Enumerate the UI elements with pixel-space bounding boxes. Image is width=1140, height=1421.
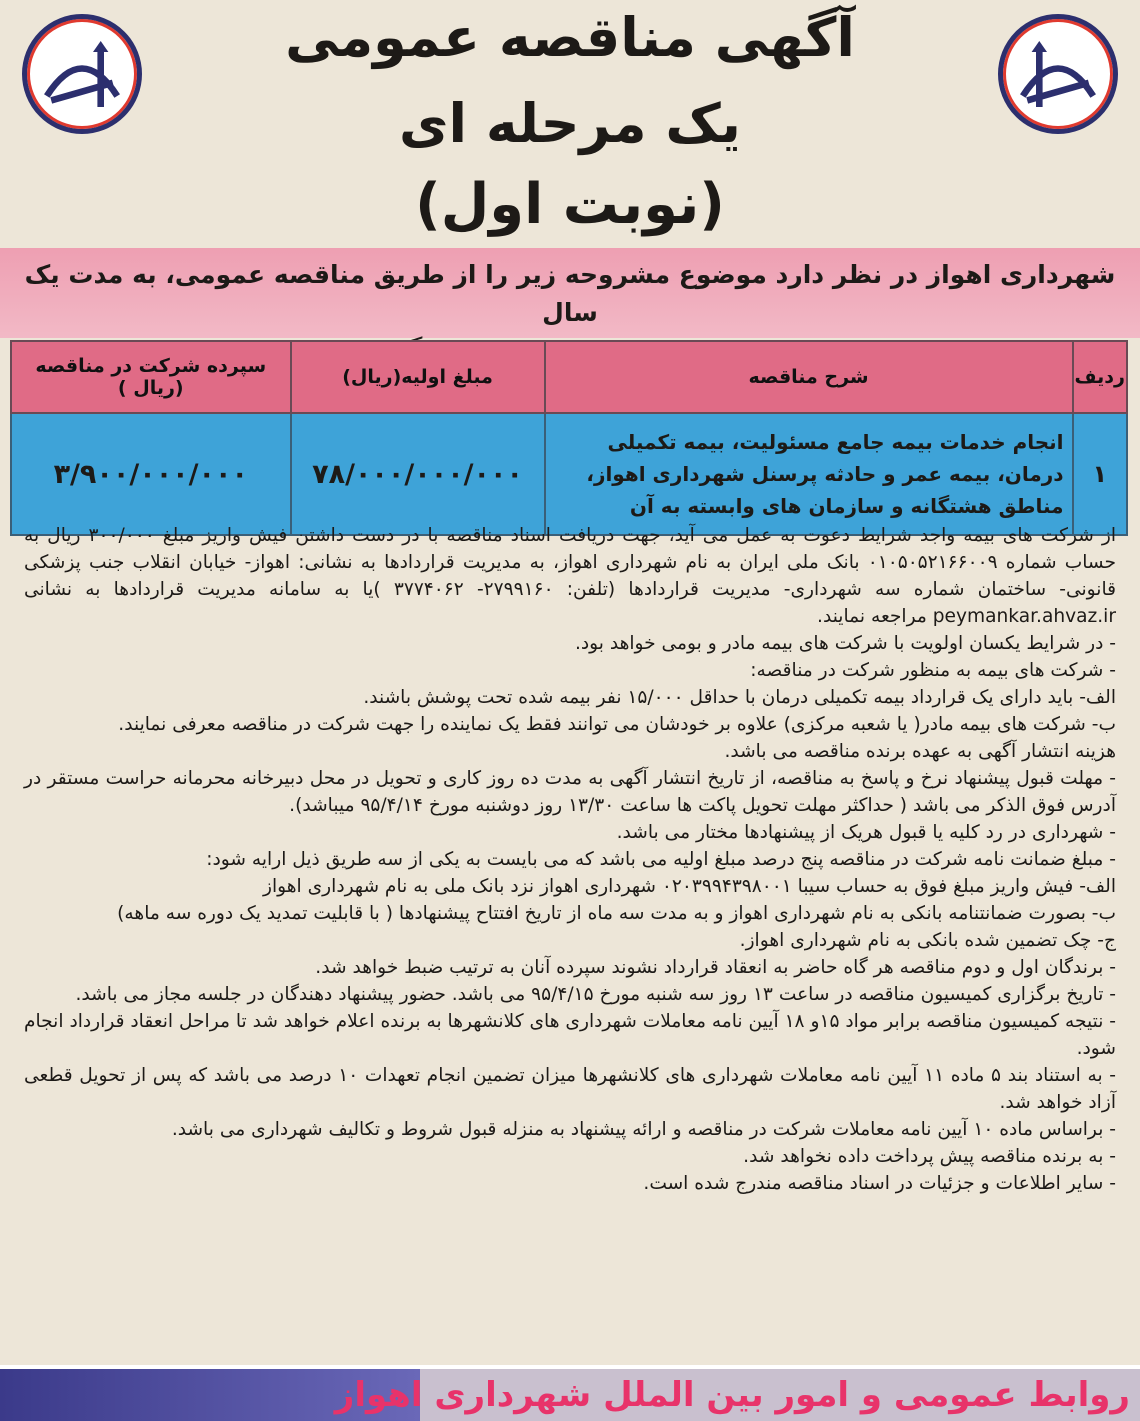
body-paragraph: - برندگان اول و دوم مناقصه هر گاه حاضر به انعقاد قرارداد نشوند سپرده آنان به ترتیب ضبط خواهد شد.: [315, 957, 1116, 978]
body-paragraph: - به استناد بند ۵ ماده ۱۱ آیین نامه معاملات شهرداری های کلانشهرها میزان تضمین انجام تعهدات ۱۰ درصد می باشد که پس از تحویل قطعی آزاد خواهد شد.: [24, 1065, 1116, 1113]
body-paragraph: ج- چک تضمین شده بانکی به نام شهرداری اهواز.: [739, 930, 1116, 951]
municipality-logo-left: [22, 14, 142, 134]
body-paragraph: - مهلت قبول پیشنهاد نرخ و پاسخ به مناقصه، از تاریخ انتشار آگهی به مدت ده روز کاری و تحویل در محل دبیرخانه محرمانه حراست مستقر در آدرس فوق الذکر می باشد ( حداکثر مهلت تحویل پاکت ها ساعت ۱۳/۳۰ روز دوشنبه مورخ ۹۵/۴/۱۴ میباشد).: [24, 768, 1116, 816]
cell-initial-amount: ۷۸/۰۰۰/۰۰۰/۰۰۰: [291, 413, 545, 535]
body-paragraph: هزینه انتشار آگهی به عهده برنده مناقصه می باشد.: [724, 741, 1116, 762]
body-paragraph: - شهرداری در رد کلیه یا قبول هریک از پیشنهادها مختار می باشد.: [616, 822, 1116, 843]
body-paragraph: - نتیجه کمیسیون مناقصه برابر مواد ۱۵و ۱۸ آیین نامه معاملات شهرداری های کلانشهرها به برنده اعلام خواهد شد تا مراحل انعقاد قرارداد انجام شود.: [24, 1011, 1117, 1059]
cell-description: انجام خدمات بیمه جامع مسئولیت، بیمه تکمیلی درمان، بیمه عمر و حادثه پرسنل شهرداری اهواز، مناطق هشتگانه و سازمان های وابسته به آن: [545, 413, 1073, 535]
body-paragraph: - در شرایط یکسان اولویت با شرکت های بیمه مادر و بومی خواهد بود.: [574, 633, 1116, 654]
title-line-3: (نوبت اول): [415, 172, 725, 237]
title-line-1: آگهی مناقصه عمومی: [285, 6, 855, 69]
body-paragraph: ب- شرکت های بیمه مادر( یا شعبه مرکزی) علاوه بر خودشان می توانند فقط یک نماینده را جهت شرکت در مناقصه معرفی نمایند.: [118, 714, 1116, 735]
bridge-logo-icon: [1003, 19, 1113, 129]
tender-table: [10, 340, 1128, 536]
body-paragraph: - مبلغ ضمانت نامه شرکت در مناقصه پنج درصد مبلغ اولیه می باشد که می بایست به یکی از سه طریق ذیل ارایه شود:: [206, 849, 1116, 870]
title-line-2: یک مرحله ای: [399, 92, 741, 155]
body-paragraph: الف- فیش واریز مبلغ فوق به حساب سیبا ۰۲۰۳۹۹۴۳۹۸۰۰۱ شهرداری اهواز نزد بانک ملی به نام شهرداری اهواز: [263, 876, 1116, 897]
table-row: [11, 413, 1127, 535]
body-paragraph: الف- باید دارای یک قرارداد بیمه تکمیلی درمان با حداقل ۱۵/۰۰۰ نفر بیمه شده تحت پوشش باشند.: [363, 687, 1116, 708]
cell-deposit: ۳/۹۰۰/۰۰۰/۰۰۰: [11, 413, 291, 535]
notice-body: [24, 522, 1116, 1197]
body-paragraph: ب- بصورت ضمانتنامه بانکی به نام شهرداری اهواز و به مدت سه ماه از تاریخ افتتاح پیشنهادها ( با قابلیت تمدید یک دوره سه ماهه): [117, 903, 1116, 924]
intro-line-1: شهرداری اهواز در نظر دارد موضوع مشروحه زیر را از طریق مناقصه عمومی، به مدت یک سال: [24, 260, 1116, 327]
body-paragraph: - به برنده مناقصه پیش پرداخت داده نخواهد شد.: [743, 1146, 1116, 1167]
body-paragraph: از شرکت های بیمه واجد شرایط دعوت به عمل می آید، جهت دریافت اسناد مناقصه با در دست داشتن فیش واریز مبلغ ۳۰۰/۰۰۰ ریال به حساب شماره ۰۱۰۵۰۵۲۱۶۶۰۰۹ بانک ملی ایران به نام شهرداری اهواز، به مدیریت قراردادها به نشانی: اهواز- خیابان انقلاب جنب پزشکی قانونی- ساختمان شماره سه شهرداری- مدیریت قراردادها (تلفن: ۲۷۹۹۱۶۰- ۳۷۷۴۰۶۲ )یا به سامانه مدیریت قراردادها به نشانی peymankar.ahvaz.ir مراجعه نمایند.: [24, 525, 1116, 627]
header-deposit: سپرده شرکت در مناقصه (ریال ): [11, 341, 291, 413]
table-header-row: [11, 341, 1127, 413]
footer-bar: [0, 1365, 1140, 1421]
body-paragraph: - تاریخ برگزاری کمیسیون مناقصه در ساعت ۱۳ روز سه شنبه مورخ ۹۵/۴/۱۵ می باشد. حضور پیشنهاد دهندگان در جلسه مجاز می باشد.: [75, 984, 1116, 1005]
body-paragraph: - شرکت های بیمه به منظور شرکت در مناقصه:: [750, 660, 1116, 681]
header-row-number: ردیف: [1073, 341, 1127, 413]
header-description: شرح مناقصه: [545, 341, 1073, 413]
footer-text: روابط عمومی و امور بین الملل شهرداری اهواز: [334, 1375, 1130, 1415]
bridge-logo-icon: [27, 19, 137, 129]
cell-row-number: ۱: [1073, 413, 1127, 535]
municipality-logo: [998, 14, 1118, 134]
header-initial-amount: مبلغ اولیه(ریال): [291, 341, 545, 413]
body-paragraph: - براساس ماده ۱۰ آیین نامه معاملات شرکت در مناقصه و ارائه پیشنهاد به منزله قبول شروط و تکالیف شهرداری می باشد.: [171, 1119, 1116, 1140]
body-paragraph: - سایر اطلاعات و جزئیات در اسناد مناقصه مندرج شده است.: [643, 1173, 1116, 1194]
